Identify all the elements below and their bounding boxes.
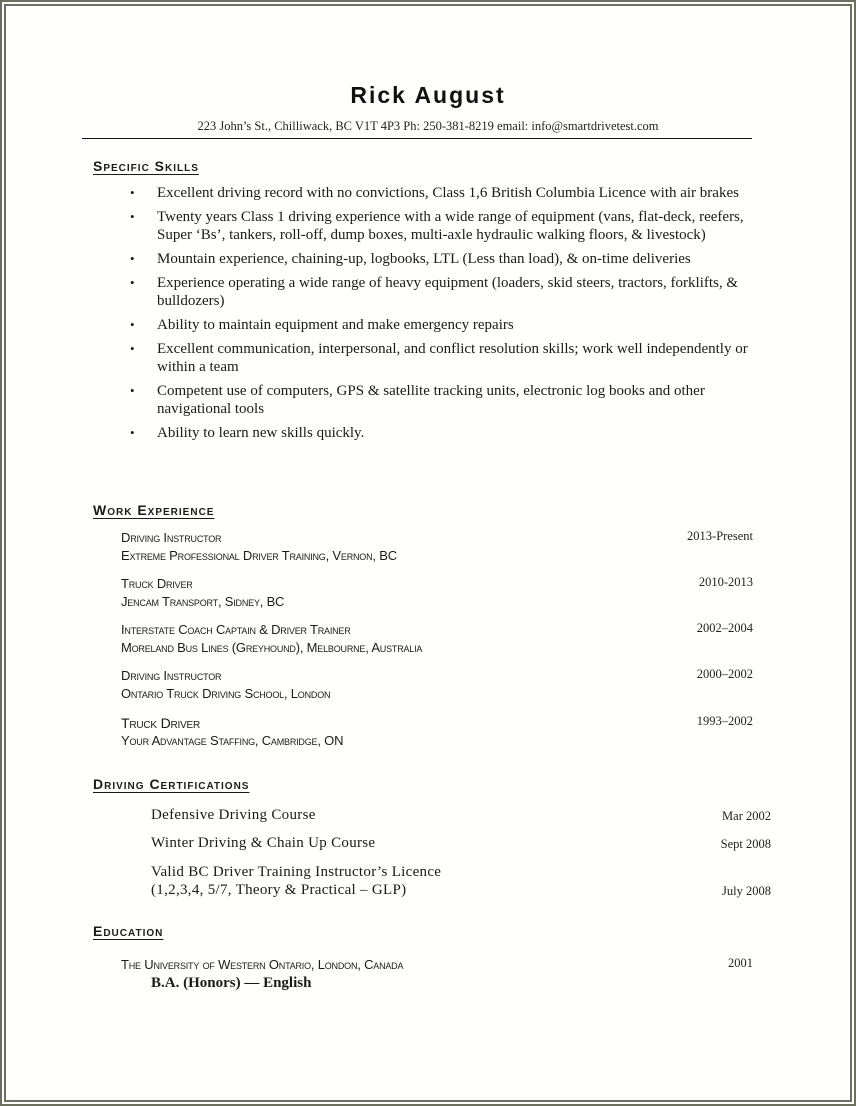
- job-dates: 2013-Present: [687, 529, 753, 543]
- section-heading-certifications: Driving Certifications: [93, 776, 250, 792]
- header-divider: [82, 138, 752, 139]
- skill-text: Excellent driving record with no convictions, Class 1,6 British Columbia Licence with air brakes: [157, 185, 739, 201]
- certification-name: Defensive Driving Course: [151, 807, 316, 823]
- education-entry: [121, 956, 753, 992]
- job-organization: Jencam Transport, Sidney, BC: [121, 594, 285, 609]
- skill-text: Excellent communication, interpersonal, and conflict resolution skills; work well independently or within a team: [157, 341, 748, 375]
- skill-item: [130, 208, 777, 244]
- job-dates: 2010-2013: [698, 575, 753, 589]
- certification-date: Sept 2008: [720, 837, 771, 851]
- certification-entry: [151, 863, 771, 899]
- education-school: The University of Western Ontario, London, Canada: [121, 957, 404, 972]
- job-organization: Ontario Truck Driving School, London: [121, 686, 331, 701]
- skill-item: [130, 382, 777, 418]
- skills-list: [130, 184, 780, 448]
- certification-date: Mar 2002: [722, 809, 771, 823]
- skill-item: [130, 250, 777, 268]
- skill-text: Ability to maintain equipment and make emergency repairs: [157, 317, 514, 333]
- job-entry: [121, 575, 753, 611]
- certification-entry: [151, 806, 771, 824]
- job-organization: Extreme Professional Driver Training, Vernon, BC: [121, 548, 397, 563]
- bullet-icon: •: [130, 209, 135, 224]
- job-title: Interstate Coach Captain & Driver Trainer: [121, 622, 351, 637]
- job-organization: Your Advantage Staffing, Cambridge, ON: [121, 733, 344, 748]
- skill-item: [130, 184, 777, 202]
- bullet-icon: •: [130, 425, 135, 440]
- bullet-icon: •: [130, 341, 135, 356]
- job-entry: [121, 621, 753, 657]
- education-degree: B.A. (Honors) — English: [151, 975, 312, 991]
- skill-text: Twenty years Class 1 driving experience with a wide range of equipment (vans, flat-deck, reefers, Super ‘Bs’, tankers, roll-off, dump boxes, multi-axle hydraulic walking floors, & livestock): [157, 209, 744, 243]
- job-dates: 2000–2002: [696, 667, 753, 681]
- skill-item: [130, 340, 777, 376]
- certification-entry: [151, 834, 771, 852]
- job-dates: 2002–2004: [696, 621, 753, 635]
- job-dates: 1993–2002: [696, 714, 753, 728]
- bullet-icon: •: [130, 251, 135, 266]
- bullet-icon: •: [130, 275, 135, 290]
- skill-item: [130, 316, 777, 334]
- bullet-icon: •: [130, 383, 135, 398]
- job-title: Driving Instructor: [121, 668, 222, 683]
- certification-name: Valid BC Driver Training Instructor’s Licence: [151, 864, 442, 880]
- skill-item: [130, 274, 777, 310]
- bullet-icon: •: [130, 185, 135, 200]
- job-title: Driving Instructor: [121, 530, 222, 545]
- skill-text: Experience operating a wide range of heavy equipment (loaders, skid steers, tractors, forklifts, & bulldozers): [157, 275, 739, 309]
- section-heading-work: Work Experience: [93, 502, 215, 518]
- certification-detail: (1,2,3,4, 5/7, Theory & Practical – GLP): [151, 882, 407, 898]
- job-entry: [121, 667, 753, 703]
- skill-item: [130, 424, 777, 442]
- skill-text: Ability to learn new skills quickly.: [157, 425, 365, 441]
- certification-date: July 2008: [722, 884, 771, 898]
- section-heading-education: Education: [93, 923, 164, 939]
- skill-text: Mountain experience, chaining-up, logbooks, LTL (Less than load), & on-time deliveries: [157, 251, 691, 267]
- education-year: 2001: [728, 956, 753, 970]
- bullet-icon: •: [130, 317, 135, 332]
- job-entry: [121, 529, 753, 565]
- job-title: Truck Driver: [121, 715, 201, 731]
- job-organization: Moreland Bus Lines (Greyhound), Melbourne, Australia: [121, 640, 423, 655]
- section-heading-skills: Specific Skills: [93, 158, 199, 174]
- job-entry: [121, 714, 753, 750]
- skill-text: Competent use of computers, GPS & satellite tracking units, electronic log books and other navigational tools: [157, 383, 705, 417]
- contact-line: 223 John’s St., Chilliwack, BC V1T 4P3 Ph: 250-381-8219 email: info@smartdrivetest.com: [197, 119, 659, 133]
- candidate-name: Rick August: [350, 82, 506, 108]
- job-title: Truck Driver: [121, 576, 193, 591]
- certification-name: Winter Driving & Chain Up Course: [151, 835, 376, 851]
